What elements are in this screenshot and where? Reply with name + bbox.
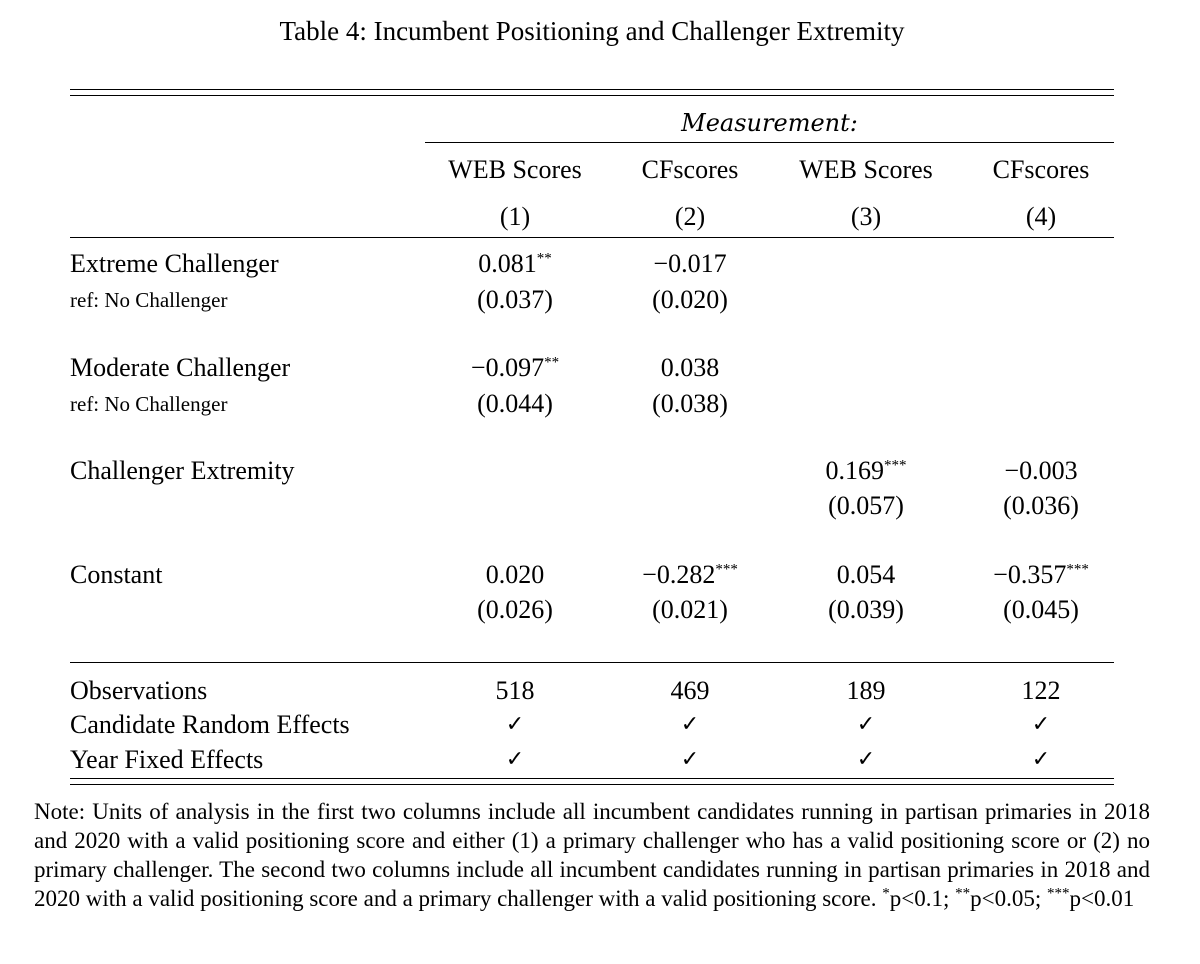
random-effects-check-c4: ✓ <box>1031 712 1051 737</box>
se-constant-c3: (0.039) <box>828 595 904 624</box>
coef-extremity-c4: −0.003 <box>1004 456 1078 485</box>
se-moderate-c1: (0.044) <box>477 389 553 418</box>
coef-constant-c4: −0.357*** <box>993 560 1089 589</box>
column-header-2: CFscores <box>641 155 739 184</box>
column-header-4: CFscores <box>992 155 1090 184</box>
se-extreme-c2: (0.020) <box>652 285 728 314</box>
row-label-moderate-challenger: Moderate Challenger <box>70 353 291 382</box>
column-header-1: WEB Scores <box>448 155 582 184</box>
row-ref-moderate-challenger: ref: No Challenger <box>70 392 228 416</box>
coef-moderate-c2: 0.038 <box>660 353 720 382</box>
table-title: Table 4: Incumbent Positioning and Challenger Extremity <box>279 16 905 46</box>
coef-extremity-c3: 0.169*** <box>825 456 907 485</box>
coef-constant-c3: 0.054 <box>836 560 896 589</box>
random-effects-check-c2: ✓ <box>680 712 700 737</box>
observations-c4: 122 <box>1021 676 1061 705</box>
table-note: Note: Units of analysis in the first two columns include all incumbent candidates running in partisan primaries in 2018 and 2020 with a valid positioning score and either (1) a primary challenger who has a valid positioning score or (2) no primary challenger. The second two columns include all incumbent candidates running in partisan primaries in 2018 and 2020 with a valid positioning score and a primary challenger with a valid positioning score. *p<0.1; **p<0.05; ***p<0.01 <box>34 799 1150 911</box>
top-rule <box>70 89 1114 90</box>
se-extremity-c3: (0.057) <box>828 491 904 520</box>
observations-c1: 518 <box>495 676 535 705</box>
observations-c3: 189 <box>846 676 886 705</box>
coef-extreme-c2: −0.017 <box>653 249 727 278</box>
row-ref-extreme-challenger: ref: No Challenger <box>70 288 228 312</box>
se-extremity-c4: (0.036) <box>1003 491 1079 520</box>
bottom-rule <box>70 778 1114 779</box>
row-label-extreme-challenger: Extreme Challenger <box>70 249 279 278</box>
row-label-constant: Constant <box>70 560 163 589</box>
column-number-4: (4) <box>1025 202 1057 231</box>
column-number-3: (3) <box>850 202 882 231</box>
fixed-effects-check-c2: ✓ <box>680 747 700 772</box>
header-rule <box>70 237 1114 238</box>
measurement-rule <box>425 142 1114 143</box>
observations-c2: 469 <box>670 676 710 705</box>
column-number-1: (1) <box>499 202 531 231</box>
column-number-2: (2) <box>674 202 706 231</box>
fixed-effects-check-c4: ✓ <box>1031 747 1051 772</box>
row-label-observations: Observations <box>70 676 208 705</box>
se-moderate-c2: (0.038) <box>652 389 728 418</box>
row-label-random-effects: Candidate Random Effects <box>70 710 350 739</box>
column-header-3: WEB Scores <box>799 155 933 184</box>
random-effects-check-c3: ✓ <box>856 712 876 737</box>
row-label-fixed-effects: Year Fixed Effects <box>70 745 264 774</box>
stats-rule <box>70 662 1114 663</box>
coef-extreme-c1: 0.081** <box>478 249 552 278</box>
measurement-header: Measurement: <box>681 109 858 137</box>
se-constant-c4: (0.045) <box>1003 595 1079 624</box>
coef-constant-c1: 0.020 <box>485 560 545 589</box>
bottom-rule-2 <box>70 784 1114 785</box>
coef-moderate-c1: −0.097** <box>470 353 560 382</box>
fixed-effects-check-c1: ✓ <box>505 747 525 772</box>
row-label-challenger-extremity: Challenger Extremity <box>70 456 295 485</box>
random-effects-check-c1: ✓ <box>505 712 525 737</box>
fixed-effects-check-c3: ✓ <box>856 747 876 772</box>
coef-constant-c2: −0.282*** <box>642 560 738 589</box>
se-constant-c1: (0.026) <box>477 595 553 624</box>
se-extreme-c1: (0.037) <box>477 285 553 314</box>
top-rule-2 <box>70 95 1114 96</box>
se-constant-c2: (0.021) <box>652 595 728 624</box>
